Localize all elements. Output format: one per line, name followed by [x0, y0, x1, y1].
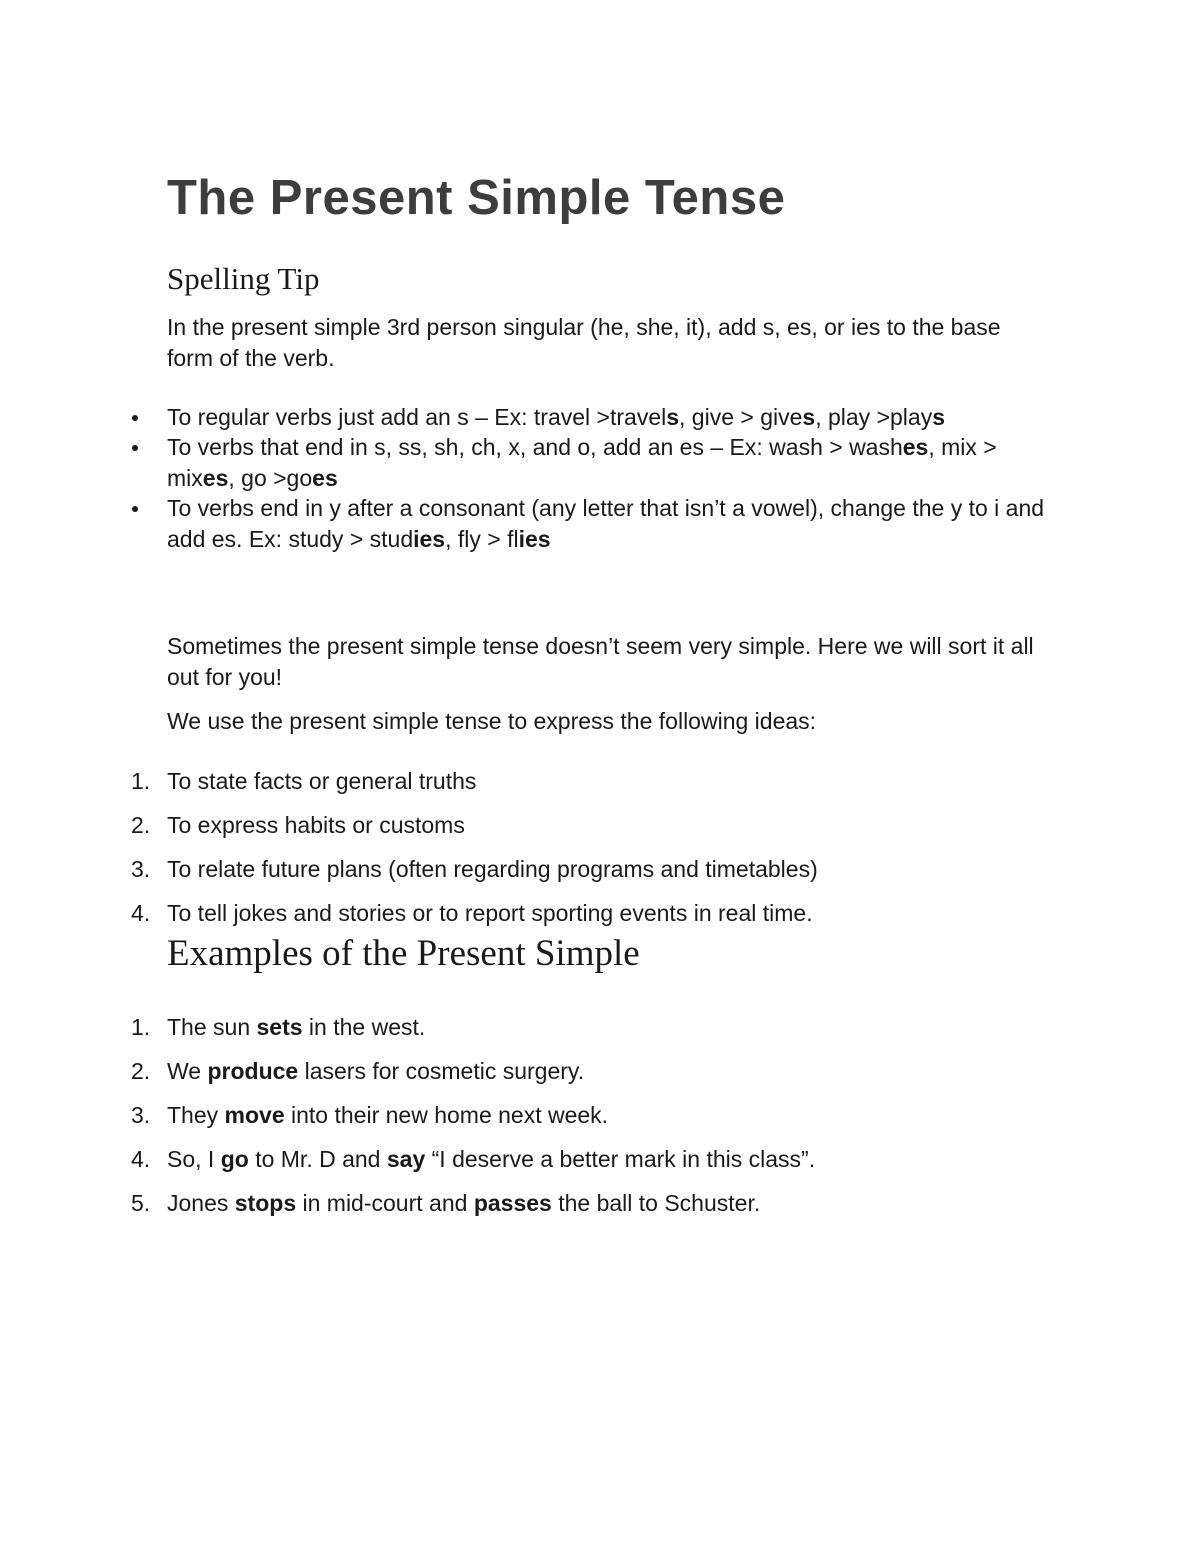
idea-item [131, 766, 1047, 810]
bold-text: sets [256, 1014, 303, 1040]
we-use-paragraph: We use the present simple tense to express the following ideas: [167, 708, 817, 734]
list-number: 2. [131, 1058, 151, 1084]
bold-text: s [802, 404, 816, 430]
idea-text: To state facts or general truths [167, 768, 477, 794]
text-run: The sun [167, 1014, 257, 1040]
bold-text: es [312, 465, 338, 491]
idea-text: To express habits or customs [167, 812, 465, 838]
bold-text: s [666, 404, 680, 430]
text-run: in the west. [302, 1014, 426, 1040]
text-run: So, I [167, 1146, 221, 1172]
page-title: The Present Simple Tense [167, 171, 786, 225]
text-run: To verbs that end in s, ss, sh, ch, x, and o, add an es – Ex: wash > wash [167, 434, 903, 460]
bold-text: passes [473, 1190, 552, 1216]
idea-text: To relate future plans (often regarding programs and timetables) [167, 856, 818, 882]
bold-text: say [386, 1146, 426, 1172]
ideas-list [131, 766, 1047, 942]
bold-text: ies [413, 526, 446, 552]
bold-text: produce [207, 1058, 299, 1084]
text-run: , play >play [815, 404, 933, 430]
text-run: lasers for cosmetic surgery. [298, 1058, 585, 1084]
bold-text: es [902, 434, 929, 460]
spelling-rule-item [167, 432, 1047, 494]
text-run: the ball to Schuster. [551, 1190, 761, 1216]
spelling-rule-item [167, 402, 1047, 433]
text-run: into their new home next week. [284, 1102, 609, 1128]
list-number: 4. [131, 900, 151, 926]
text-run: , go >go [228, 465, 313, 491]
spelling-rule-item [167, 493, 1047, 555]
text-run: Jones [167, 1190, 235, 1216]
list-number: 2. [131, 812, 151, 838]
spelling-rules-list [167, 402, 1047, 554]
examples-list [131, 1012, 1047, 1232]
bold-text: es [202, 465, 229, 491]
bold-text: s [932, 404, 945, 430]
example-item [131, 1100, 1047, 1144]
text-run: To verbs end in y after a consonant (any letter that isn’t a vowel), change the y to i and add es. Ex: study > stud [167, 495, 1045, 552]
text-run: To regular verbs just add an s – Ex: travel >travel [167, 404, 667, 430]
text-run: to Mr. D and [248, 1146, 387, 1172]
list-number: 1. [131, 1014, 151, 1040]
list-number: 3. [131, 1102, 151, 1128]
idea-item [131, 854, 1047, 898]
example-item [131, 1056, 1047, 1100]
sometimes-paragraph: Sometimes the present simple tense doesn’t seem very simple. Here we will sort it all out for you! [167, 633, 1034, 690]
text-run: in mid-court and [296, 1190, 474, 1216]
bold-text: stops [234, 1190, 297, 1216]
text-run: , mix > mix [167, 434, 997, 491]
bold-text: ies [518, 526, 551, 552]
example-item [131, 1144, 1047, 1188]
list-number: 3. [131, 856, 151, 882]
list-number: 4. [131, 1146, 151, 1172]
text-run: , fly > fl [445, 526, 519, 552]
text-run: “I deserve a better mark in this class”. [425, 1146, 816, 1172]
list-number: 5. [131, 1190, 151, 1216]
spelling-intro: In the present simple 3rd person singular (he, she, it), add s, es, or ies to the base form of the verb. [167, 314, 1001, 371]
idea-text: To tell jokes and stories or to report sporting events in real time. [167, 900, 813, 926]
text-run: They [167, 1102, 225, 1128]
bold-text: move [224, 1102, 285, 1128]
example-item [131, 1012, 1047, 1056]
text-run: We [167, 1058, 208, 1084]
text-run: , give > give [679, 404, 803, 430]
idea-item [131, 810, 1047, 854]
example-item [131, 1188, 1047, 1232]
examples-heading: Examples of the Present Simple [167, 933, 640, 974]
bold-text: go [220, 1146, 249, 1172]
list-number: 1. [131, 768, 151, 794]
spelling-tip-heading: Spelling Tip [167, 261, 320, 296]
